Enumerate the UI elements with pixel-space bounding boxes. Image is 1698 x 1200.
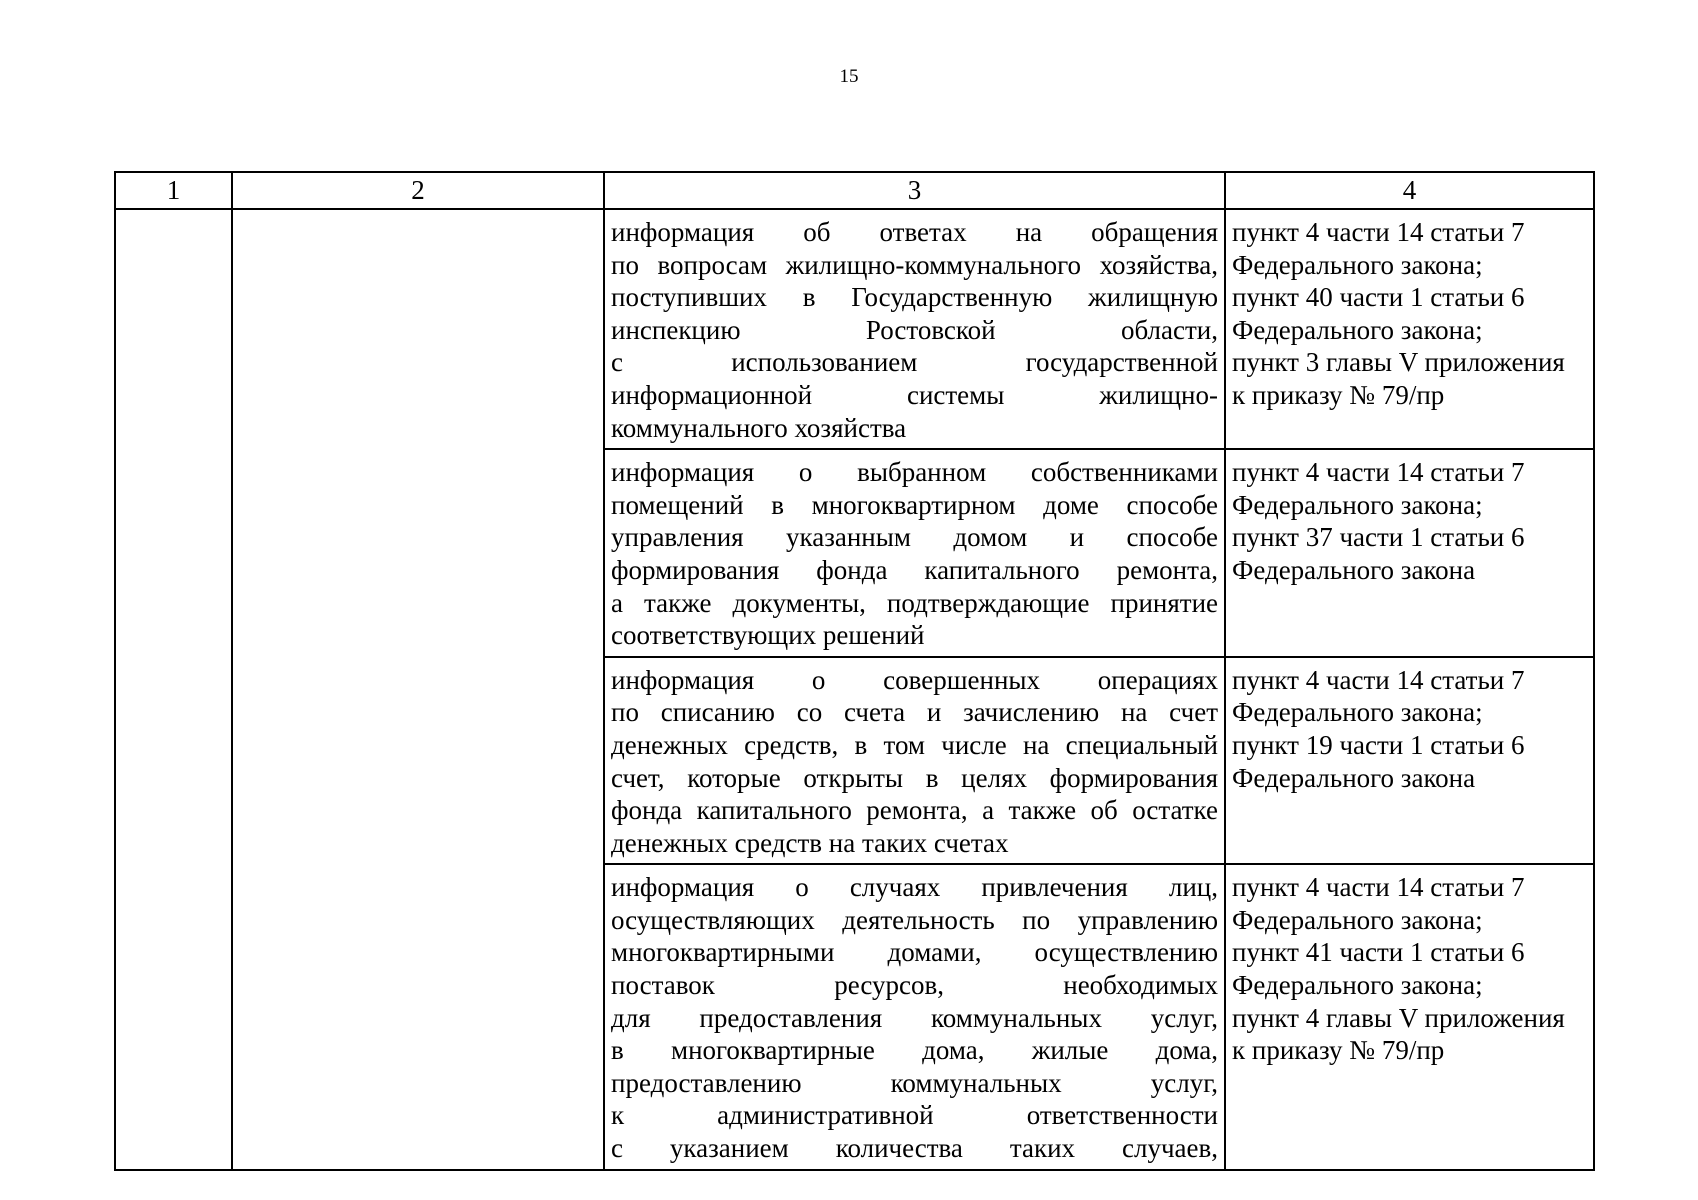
legal-reference-cell — [1225, 657, 1594, 865]
information-text — [605, 865, 1224, 1168]
information-line: с указанием количества таких случаев, — [611, 1133, 1218, 1164]
information-cell — [604, 864, 1225, 1169]
page-number: 15 — [839, 66, 859, 87]
information-text — [605, 658, 1224, 864]
column-number-3: 3 — [604, 172, 1225, 209]
information-line: информация о выбранном собственниками — [611, 457, 1218, 488]
legal-reference-line: пункт 41 части 1 статьи 6 — [1232, 937, 1525, 968]
information-line: осуществляющих деятельность по управлению — [611, 904, 1218, 935]
information-line: управления указанным домом и способе — [611, 522, 1218, 553]
information-line: информационной системы жилищно- — [611, 379, 1218, 410]
information-cell — [604, 449, 1225, 657]
column-number-4: 4 — [1225, 172, 1594, 209]
table-row — [115, 209, 1594, 449]
legal-reference-text — [1226, 658, 1593, 798]
information-line: информация о совершенных операциях — [611, 664, 1218, 695]
information-cell — [604, 657, 1225, 865]
legal-reference-line: Федерального закона — [1232, 554, 1476, 585]
legal-reference-line: Федерального закона; — [1232, 249, 1483, 280]
information-text — [605, 450, 1224, 656]
legal-reference-cell — [1225, 449, 1594, 657]
empty-cell-col2 — [232, 209, 604, 1170]
information-line: соответствующих решений — [611, 620, 925, 651]
legal-reference-line: пункт 37 части 1 статьи 6 — [1232, 522, 1525, 553]
information-line: денежных средств, в том числе на специальный — [611, 729, 1218, 760]
information-cell — [604, 209, 1225, 449]
information-line: для предоставления коммунальных услуг, — [611, 1002, 1218, 1033]
legal-reference-text — [1226, 210, 1593, 416]
information-line: с использованием государственной — [611, 347, 1218, 378]
table-header-row — [115, 172, 1594, 209]
legal-reference-line: Федерального закона — [1232, 762, 1476, 793]
legal-reference-line: пункт 4 части 14 статьи 7 — [1232, 872, 1525, 903]
legal-reference-line: Федерального закона; — [1232, 904, 1483, 935]
legal-reference-line: пункт 40 части 1 статьи 6 — [1232, 282, 1525, 313]
information-line: формирования фонда капитального ремонта, — [611, 554, 1218, 585]
column-number-1: 1 — [115, 172, 232, 209]
information-line: инспекцию Ростовской области, — [611, 314, 1218, 345]
information-line: информация об ответах на обращения — [611, 217, 1218, 247]
legal-reference-line: Федерального закона; — [1232, 697, 1483, 728]
legal-reference-line: пункт 4 главы V приложения — [1232, 1002, 1565, 1033]
information-line: информация о случаях привлечения лиц, — [611, 872, 1218, 903]
information-line: денежных средств на таких счетах — [611, 827, 1009, 858]
information-line: помещений в многоквартирном доме способе — [611, 489, 1218, 520]
information-line: а также документы, подтверждающие принятие — [611, 587, 1218, 618]
legal-reference-line: Федерального закона; — [1232, 489, 1483, 520]
legal-reference-line: пункт 3 главы V приложения — [1232, 347, 1565, 378]
information-line: многоквартирными домами, осуществлению — [611, 937, 1218, 968]
legal-reference-text — [1226, 865, 1593, 1071]
legal-reference-line: Федерального закона; — [1232, 970, 1483, 1001]
legal-reference-line: к приказу № 79/пр — [1232, 379, 1445, 410]
information-line: по списанию со счета и зачислению на счет — [611, 697, 1218, 728]
column-number-2: 2 — [232, 172, 604, 209]
legal-reference-line: пункт 4 части 14 статьи 7 — [1232, 664, 1525, 695]
legal-reference-line: пункт 4 части 14 статьи 7 — [1232, 217, 1525, 247]
legal-reference-line: Федерального закона; — [1232, 314, 1483, 345]
legal-reference-text — [1226, 450, 1593, 590]
legal-reference-line: к приказу № 79/пр — [1232, 1035, 1445, 1066]
information-line: предоставлению коммунальных услуг, — [611, 1067, 1218, 1098]
register-table — [114, 171, 1595, 1171]
legal-reference-line: пункт 4 части 14 статьи 7 — [1232, 457, 1525, 488]
information-line: поставок ресурсов, необходимых — [611, 970, 1218, 1001]
legal-reference-cell — [1225, 209, 1594, 449]
empty-cell-col1 — [115, 209, 232, 1170]
legal-reference-cell — [1225, 864, 1594, 1169]
information-line: коммунального хозяйства — [611, 412, 907, 443]
information-line: по вопросам жилищно-коммунального хозяйства, — [611, 249, 1218, 280]
legal-reference-line: пункт 19 части 1 статьи 6 — [1232, 729, 1525, 760]
information-line: фонда капитального ремонта, а также об остатке — [611, 795, 1218, 826]
information-line: в многоквартирные дома, жилые дома, — [611, 1035, 1218, 1066]
information-text — [605, 210, 1224, 448]
information-line: счет, которые открыты в целях формирования — [611, 762, 1218, 793]
information-line: поступивших в Государственную жилищную — [611, 282, 1218, 313]
information-line: к административной ответственности — [611, 1100, 1218, 1131]
